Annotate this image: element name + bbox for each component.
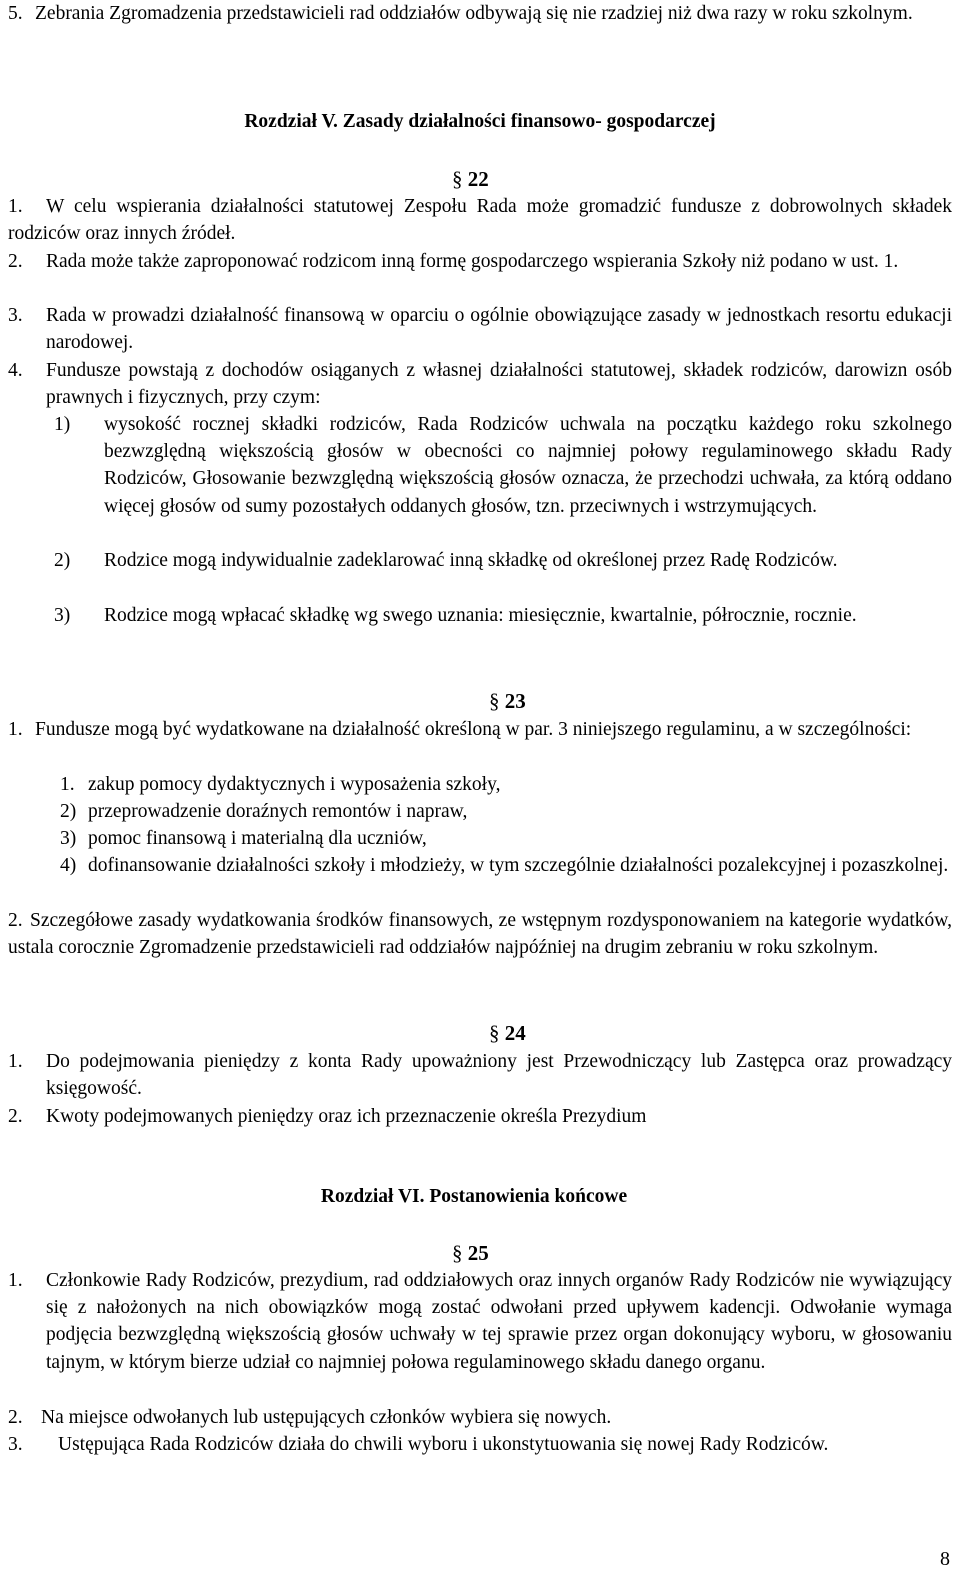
item-text: pomoc finansową i materialną dla uczniów,: [88, 828, 427, 849]
item-text: Ustępująca Rada Rodziców działa do chwili wyboru i ukonstytuowania się nowej Rady Rodziców.: [58, 1434, 829, 1455]
item-number: 2): [54, 550, 71, 571]
item-number: 1.: [8, 1270, 23, 1291]
item-text: Kwoty podejmowanych pieniędzy oraz ich przeznaczenie określa Prezydium: [46, 1106, 647, 1127]
s22-item-4: [8, 357, 952, 411]
chapter-heading-vi: Rozdział VI. Postanowienia końcowe: [320, 1186, 628, 1207]
s25-item-3: [8, 1431, 952, 1458]
s22-item-2: [8, 248, 952, 275]
item-number: 4.: [8, 360, 23, 381]
item-text: dofinansowanie działalności szkoły i młodzieży, w tym szczególnie działalności pozalekcyjnej i pozaszkolnej.: [88, 855, 949, 876]
s22-item-3: [8, 302, 952, 356]
item-number: 2): [60, 801, 77, 822]
item-text: przeprowadzenie doraźnych remontów i napraw,: [88, 801, 468, 822]
section-24-heading: [489, 1020, 526, 1047]
section-number: 22: [467, 167, 489, 191]
item-text: Rada w prowadzi działalność finansową w oparciu o ogólnie obowiązujące zasady w jednostkach resortu edukacji narodowej.: [46, 305, 952, 354]
item-text: Rodzice mogą indywidualnie zadeklarować inną składkę od określonej przez Radę Rodziców.: [104, 550, 838, 571]
item-number: 1): [54, 414, 71, 435]
item-number: 3): [60, 828, 77, 849]
item-number: 1.: [8, 1051, 23, 1072]
paragraph-5: [8, 0, 952, 27]
item-number: 2.: [8, 1407, 23, 1428]
section-number: 24: [504, 1021, 526, 1045]
s23-sub-1: [60, 771, 952, 798]
item-number: 1.: [60, 774, 75, 795]
item-text: wysokość rocznej składki rodziców, Rada Rodziców uchwala na początku każdego roku szkolnego bezwzględną większością głosów w obecności co najmniej połowy regulaminowego składu Rady Rodziców, Głosowanie bezwzględną większością głosów oznacza, że przechodzi uchwała, za którą oddano więcej głosów od sumy pozostałych oddanych głosów, tzn. przeciwnych i wstrzymujących.: [104, 414, 952, 517]
section-number: 23: [504, 689, 526, 713]
section-symbol: §: [489, 1021, 500, 1045]
s25-item-1: [8, 1267, 952, 1376]
section-25-heading: [452, 1240, 489, 1267]
item-number: 1.: [8, 196, 23, 217]
s22-sub-3: [54, 602, 952, 629]
page-number: 8: [940, 1548, 950, 1570]
item-text: Fundusze powstają z dochodów osiąganych z własnej działalności statutowej, składek rodziców, darowizn osób prawnych i fizycznych, przy czym:: [46, 360, 952, 409]
item-text: Fundusze mogą być wydatkowane na działalność określoną w par. 3 niniejszego regulaminu, a w szczególności:: [35, 719, 912, 740]
s23-sub-2: [60, 798, 952, 825]
s24-item-1: [8, 1048, 952, 1102]
s22-sub-1: [54, 411, 952, 520]
chapter-heading-v: Rozdział V. Zasady działalności finansowo- gospodarczej: [244, 111, 716, 132]
s24-item-2: [8, 1103, 952, 1130]
paragraph-text: Zebrania Zgromadzenia przedstawicieli rad oddziałów odbywają się nie rzadziej niż dwa razy w roku szkolnym.: [35, 3, 913, 24]
item-number: 3.: [8, 305, 23, 326]
section-symbol: §: [452, 1241, 463, 1265]
s23-sub-4: [60, 852, 952, 879]
item-text: Na miejsce odwołanych lub ustępujących członków wybiera się nowych.: [41, 1407, 612, 1428]
s23-item-1: [8, 716, 952, 743]
item-text: zakup pomocy dydaktycznych i wyposażenia szkoły,: [88, 774, 501, 795]
s22-item-1: [8, 193, 952, 247]
s23-sub-3: [60, 825, 952, 852]
s22-sub-2: [54, 547, 952, 574]
item-number: 2.: [8, 910, 23, 931]
item-text: Do podejmowania pieniędzy z konta Rady upoważniony jest Przewodniczący lub Zastępca oraz prowadzący księgowość.: [46, 1051, 952, 1100]
item-number: 3.: [8, 1434, 23, 1455]
item-number: 2.: [8, 1106, 23, 1127]
section-22-heading: [452, 166, 489, 193]
item-number: 2.: [8, 251, 23, 272]
paragraph-number: 5.: [8, 3, 23, 24]
item-number: 3): [54, 605, 71, 626]
item-number: 1.: [8, 719, 23, 740]
section-symbol: §: [489, 689, 500, 713]
s25-item-2: [8, 1404, 952, 1431]
item-text: Szczegółowe zasady wydatkowania środków finansowych, ze wstępnym rozdysponowaniem na kategorie wydatków, ustala corocznie Zgromadzenie przedstawicieli rad oddziałów najpóźniej na drugim zebraniu w roku szkolnym.: [8, 910, 952, 959]
item-text: Rada może także zaproponować rodzicom inną formę gospodarczego wspierania Szkoły niż podano w ust. 1.: [46, 251, 899, 272]
item-text: Rodzice mogą wpłacać składkę wg swego uznania: miesięcznie, kwartalnie, półrocznie, rocznie.: [104, 605, 857, 626]
item-text: Członkowie Rady Rodziców, prezydium, rad oddziałowych oraz innych organów Rady Rodziców nie wywiązujący się z nałożonych na nich obowiązków mogą zostać odwołani przed upływem kadencji. Odwołanie wymaga podjęcia bezwzględną większością głosów uchwały w tej sprawie przez organ dokonujący wyboru, w głosowaniu tajnym, w którym bierze udział co najmniej połowa regulaminowego składu danego organu.: [46, 1270, 952, 1373]
item-text: W celu wspierania działalności statutowej Zespołu Rada może gromadzić fundusze z dobrowolnych składek rodziców oraz innych źródeł.: [8, 196, 952, 245]
section-23-heading: [489, 688, 526, 715]
s23-item-2: [8, 907, 952, 961]
item-number: 4): [60, 855, 77, 876]
section-number: 25: [467, 1241, 489, 1265]
section-symbol: §: [452, 167, 463, 191]
